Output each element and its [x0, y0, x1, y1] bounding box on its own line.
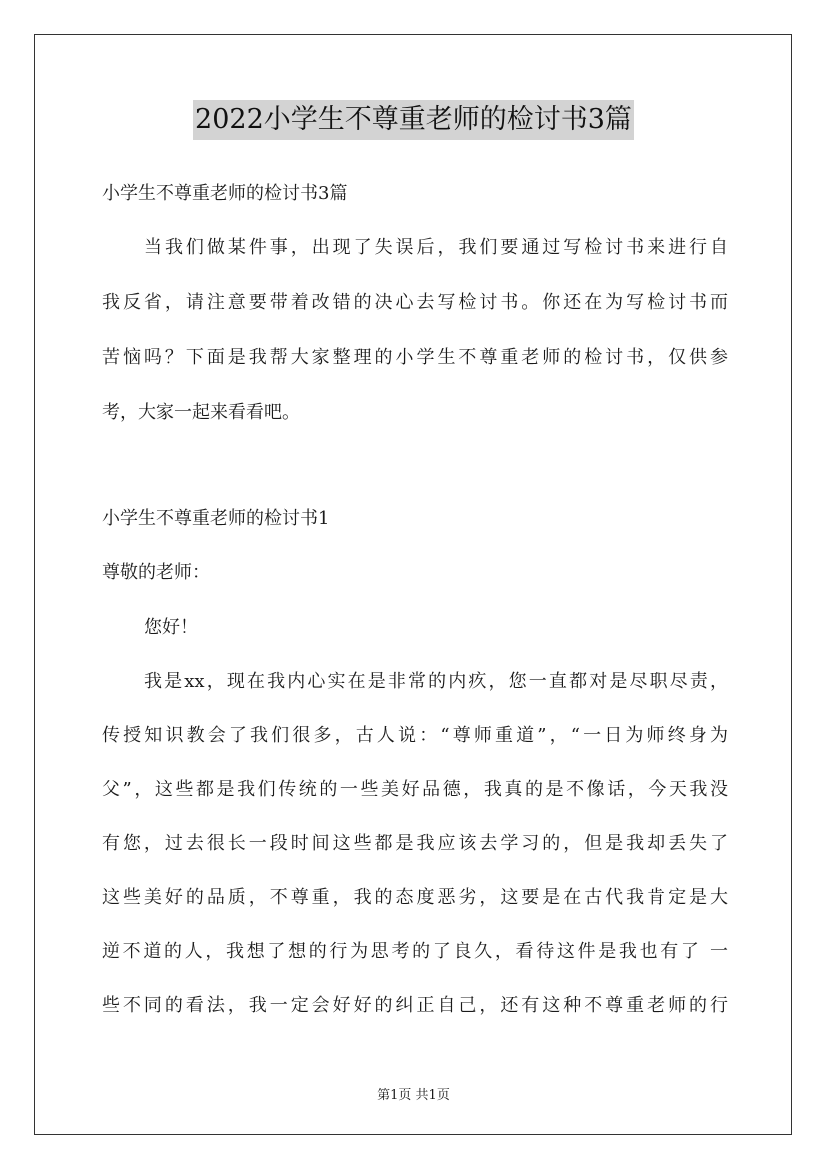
greeting: 您好！	[144, 617, 198, 638]
body-line: 逆不道的人，我想了想的行为思考的了良久，看待这件是我也有了 一	[102, 941, 728, 962]
intro-line: 考，大家一起来看看吧。	[102, 402, 300, 423]
document-title: 2022小学生不尊重老师的检讨书3篇	[193, 100, 634, 140]
intro-line: 当我们做某件事，出现了失误后，我们要通过写检讨书来进行自	[144, 237, 728, 258]
page-footer: 第1页 共1页	[377, 1088, 450, 1103]
intro-line: 我反省，请注意要带着改错的决心去写检讨书。你还在为写检讨书而	[102, 292, 728, 313]
body-line: 我是xx，现在我内心实在是非常的内疚，您一直都对是尽职尽责，	[144, 671, 728, 692]
intro-line: 苦恼吗？下面是我帮大家整理的小学生不尊重老师的检讨书，仅供参	[102, 347, 728, 368]
document-subtitle: 小学生不尊重老师的检讨书3篇	[102, 183, 348, 204]
body-line: 些不同的看法，我一定会好好的纠正自己，还有这种不尊重老师的行	[102, 995, 728, 1016]
salutation: 尊敬的老师：	[102, 562, 210, 583]
body-line: 这些美好的品质，不尊重，我的态度恶劣，这要是在古代我肯定是大	[102, 887, 728, 908]
body-line: 传授知识教会了我们很多，古人说：“尊师重道”，“一日为师终身为	[102, 725, 728, 746]
body-line: 有您，过去很长一段时间这些都是我应该去学习的，但是我却丢失了	[102, 833, 728, 854]
title-container	[0, 100, 827, 140]
body-line: 父”，这些都是我们传统的一些美好品德，我真的是不像话，今天我没	[102, 779, 728, 800]
section-heading: 小学生不尊重老师的检讨书1	[102, 508, 330, 529]
